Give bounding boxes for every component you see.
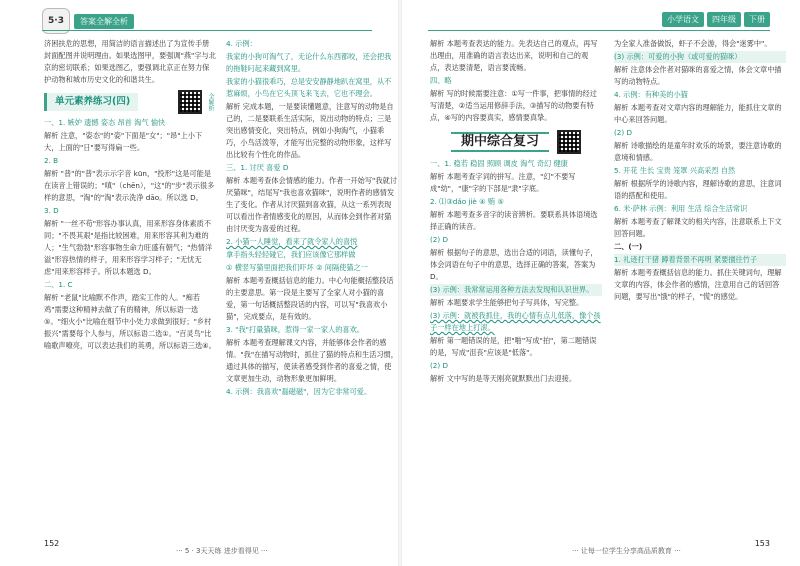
explanation: 解析 本题考查字词的拼写。注意，"幻"不要写成"幼"，"康"字的下部是"隶"字底。 — [430, 172, 576, 193]
answer-line: (3) 示例：可爱的小狗（或可爱的猫咪） — [614, 51, 786, 63]
answer-line: 6. 米·萨林 示例：利用 生活 综合生活常识 — [614, 204, 748, 213]
header-rule — [42, 30, 372, 31]
explanation: 解析 "一丝不苟"形容办事认真，用来形容身体素质不同；"不畏其艰"是指比较困难，用来形容其利为难的人；"生气勃勃"形容事物生命力旺盛有朝气；"热情洋溢"形容热情的样子，用来形容学习样子；"无忧无虑"用来形容样子。所以本题选 D。 — [44, 219, 213, 276]
answer-line: 4. 示例： — [226, 39, 257, 48]
explanation: 解析 诗歌描绘的是童年时欢乐的场景，要注意诗歌的意境和情感。 — [614, 141, 782, 162]
footer-slogan-left: ··· 5 · 3天天练 进步看得见 ··· — [176, 547, 268, 555]
intro-text: 济困扶危的思想，用简洁的语言描述出了为宣传手册封面配图并说明理由。如果选图甲，要强调"燕"字与北京的密切联系；如果选图乙，要强调北京正在努力保护动物和城市历史文化的和谐共生。 — [44, 39, 216, 84]
qr-code-icon — [557, 130, 581, 154]
answer-line: 三、1. 讨厌 喜爱 D — [226, 163, 289, 172]
intro-text: 为全家人准备做饭，虾子不会游，得会"迷雾中"。 — [614, 39, 772, 48]
answer-line: 2. 小猫一人睡觉，看来了就令家人的喜悦 — [226, 237, 358, 246]
right-column-2 — [614, 38, 786, 304]
qr-tag: 全解析 — [207, 93, 214, 111]
explanation: 解析 根据句子的意思，选出合适的词语，读懂句子，体会词语在句子中的意思，选择正确的答案，答案为 D。 — [430, 248, 598, 281]
answer-line: (2) D — [614, 128, 633, 137]
right-column-1 — [430, 38, 602, 386]
brand-tag: 答案全解全析 — [74, 14, 134, 29]
page-number-right: 153 — [754, 539, 770, 548]
explanation: 解析 本题考查理解课文内容，并能够体会作者的感情。"我"在描写动物时，抓住了猫的特点和生活习惯，通过具体的描写，使读者感受到作者的喜爱之情，使文章更加生动，动物形象更加鲜明。 — [226, 338, 398, 383]
right-page — [400, 0, 800, 566]
explanation: 解析 本题考查对文章内容的理解能力，能抓住文章的中心来回答问题。 — [614, 103, 782, 124]
answer-line: 我家的小猫很乖巧，总是安安静静地趴在窝里，从不惹麻烦，小鸟在它头顶飞来飞去，它也不理会。 — [226, 77, 392, 98]
explanation: 解析 写的时候需要注意：①写一件事，把事情的经过写清楚，②适当运用修辞手法，③描写的动物要有特点，④写的内容要真实，感情要真挚。 — [430, 89, 597, 122]
answer-line: 3. "我"打量猫咪，惹得一家一家人的喜欢。 — [226, 325, 364, 334]
answer-line: 一、1. 嫉妒 遗憾 姿态 昂首 淘气 愉快 — [44, 118, 166, 127]
answer-line: 拿手指头轻轻碰它，我们应该像它那样做 — [226, 250, 356, 259]
explanation: 解析 "普"的"普"表示示字音 kūn，"投形"这是可能是在读音上错误的；"嗔"（chēn），"这"的"步"表示很多样的意思，"淘"的"淘"表示洗净 dāo。所以选 D。 — [44, 169, 215, 202]
answer-line: (2) D — [430, 361, 449, 370]
answer-line: 二、1. C — [44, 280, 73, 289]
explanation: 解析 根据所学的诗歌内容，理解诗歌的意思，注意词语的搭配和使用。 — [614, 179, 782, 200]
answer-line: 一、1. 稳若 稳固 照顾 调皮 淘气 奇幻 健康 — [430, 159, 568, 168]
subject-tags — [662, 12, 770, 27]
left-column-2 — [226, 38, 398, 399]
answer-line: 3. D — [44, 206, 59, 215]
answer-line: (3) 示例：就被我抓住，我的心情有点儿低落，像个孩子一样在地上打滚。 — [430, 311, 601, 332]
explanation: 解析 第一题错误的是，把"啪"写成"拍"，第二题错误的是，写成"沮丧"应该是"低落"。 — [430, 336, 597, 357]
subject-tag: 小学语文 — [662, 12, 704, 27]
explanation: 解析 "老鼠"比喻默不作声，踏实工作的人。"痴若鸡"需要这种精神去做了有的精神，所以标语一选⑤。"细火小"比喻在细节中小处力求做到很好；"乡村振兴"需要每个人参与，所以标语二选①。"百灵鸟"比喻歌声嘹亮，可以表达我们的英勇，所以标语三选④。 — [44, 293, 216, 350]
answer-line: 1. 礼迹打干猪 蹲着背景不再明 紧要擅往竹子 — [614, 254, 786, 266]
header-rule — [428, 30, 770, 31]
answer-line: (3) 示例：我常常运用各种方法去发现和认识世界。 — [430, 284, 602, 296]
explanation: 解析 本题考查体会情感的能力。作者一开始写"我就讨厌猫咪"，结尾写"我也喜欢猫咪"，说明作者的感情发生了变化。作者从讨厌猫到喜欢猫，从这一系列表现可以看出作者情感变化的原因，从而体会到作者对猫由讨厌变为喜爱的过程。 — [226, 176, 397, 233]
answer-line: 我家的小狗可淘气了，无论什么东西都咬，还会把我的拖鞋叼起来藏到窝里。 — [226, 52, 392, 73]
explanation: 解析 本题考查概括信息的能力。中心句能概括整段话的主要意思。第一段是主要写了全家人对小猫的喜爱，第一句话概括整段话的内容，可以写"我喜欢小猫"，完成要点，是有效的。 — [226, 276, 394, 321]
answer-line: 4. 示例：有种美的小猫 — [614, 90, 688, 99]
explanation: 解析 本题考查概括信息的能力。抓住关键词句，理解文章的内容，体会作者的感情，注意用自己的话回答问题，要写出"饿"的样子，"慌"的感觉。 — [614, 268, 782, 301]
explanation: 解析 注意体会作者对猫咪的喜爱之情，体会文章中描写的动物特点。 — [614, 65, 782, 86]
grade-tag: 四年级 — [707, 12, 741, 27]
explanation: 解析 本题要求学生能够把句子写具体，写完整。 — [430, 298, 584, 307]
unit-header — [44, 90, 216, 114]
midterm-title: 期中综合复习 — [451, 132, 549, 152]
explanation: 解析 注意，"姿态"的"姿"下面是"女"；"昂"上小下大，上面的"日"要写得扁一些。 — [44, 131, 203, 152]
footer-slogan-right: ··· 让每一位学生分享高品质教育 ··· — [572, 547, 681, 555]
brand-logo: 5·3 — [42, 8, 70, 34]
answer-line: ① 横竖写猫里面把我们吓坏 ② 间隔使猫之一 — [226, 263, 368, 272]
answer-line: 4. 示例：我喜欢"磊磁磁"，因为它非常可爱。 — [226, 387, 372, 396]
answer-line: 5. 开花 生长 宝贵 笼罩 兴高采烈 自然 — [614, 166, 736, 175]
section-heading: 二、(一) — [614, 242, 643, 251]
explanation: 解析 完成本题，一是要读懂题意，注意写的动物是自己的，二是要联系生活实际，说出动物的特点；三是突出感情变化，突出特点，例如小狗淘气，小猫乖巧，小鸟活泼等，才能写出完整的动物形象，这样写出比较有个性化的作品。 — [226, 102, 394, 159]
answer-line: 四、略 — [430, 76, 452, 85]
left-column-1 — [44, 38, 216, 353]
volume-tag: 下册 — [744, 12, 770, 27]
unit-title: 单元素养练习(四) — [44, 93, 138, 111]
explanation: 解析 本题考查表达的能力。先表达自己的观点，再写出理由，用准确的语言表达出来，说明和自己的观点，表达要清楚，语言要流畅。 — [430, 39, 598, 72]
explanation: 解析 本题考查多音字的读音辨析。要联系具体语境选择正确的读音。 — [430, 210, 598, 231]
answer-line: (2) D — [430, 235, 449, 244]
page-number-left: 152 — [44, 539, 60, 548]
midterm-header — [430, 130, 602, 154]
answer-line: 2. ⑴③dǎo jiè ④ 贿 ⑤ — [430, 197, 504, 206]
qr-code-icon — [178, 90, 202, 114]
explanation: 解析 本题考查了解课文的相关内容，注意联系上下文回答问题。 — [614, 217, 782, 238]
answer-line: 2. B — [44, 156, 59, 165]
explanation: 解析 文中写的是等天刚亮就默默出门去迎接。 — [430, 374, 577, 383]
